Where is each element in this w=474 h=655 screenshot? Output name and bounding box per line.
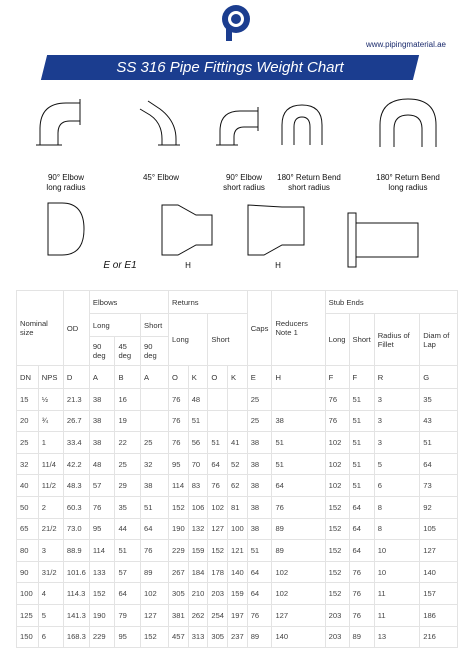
header-code: H [272,366,325,389]
table-row [17,410,458,432]
table-cell: 83 [188,475,208,497]
table-cell: 38 [247,475,272,497]
table-cell: 25 [17,432,39,454]
table-cell: 52 [228,453,248,475]
table-cell: 216 [420,626,458,648]
table-row [17,540,458,562]
header-codes-row [17,366,458,389]
table-cell: 178 [208,561,228,583]
table-row [17,432,458,454]
table-cell: 203 [208,583,228,605]
table-cell: 64 [420,453,458,475]
table-cell: 102 [325,453,349,475]
table-cell: 88.9 [63,540,89,562]
table-cell: 114.3 [63,583,89,605]
table-cell: 102 [208,496,228,518]
table-cell: 51 [272,453,325,475]
table-cell: 51 [247,540,272,562]
table-cell [208,389,228,411]
table-cell: 56 [188,432,208,454]
header-stub-ends: Stub Ends [325,291,457,314]
table-cell: 38 [247,496,272,518]
table-cell: 101.6 [63,561,89,583]
caption-180-return-short: 180° Return Bend short radius [277,173,341,192]
header-code: E [247,366,272,389]
table-cell [141,389,169,411]
table-cell: 114 [169,475,189,497]
header-code: A [141,366,169,389]
table-row [17,389,458,411]
table-cell: 89 [349,626,374,648]
table-cell: 203 [325,604,349,626]
table-cell: 76 [247,604,272,626]
table-cell: 125 [17,604,39,626]
table-cell: 89 [141,561,169,583]
table-cell: 29 [115,475,141,497]
table-cell: 102 [272,583,325,605]
table-cell: 51 [349,475,374,497]
header-elbow-long: Long [89,314,140,337]
table-cell: 48 [188,389,208,411]
table-cell: 73.0 [63,518,89,540]
table-cell: 19 [115,410,141,432]
table-row [17,626,458,648]
table-cell: ½ [38,389,63,411]
table-cell: 89 [272,540,325,562]
table-row [17,604,458,626]
header-code: B [115,366,141,389]
table-cell: 76 [208,475,228,497]
table-cell: 132 [188,518,208,540]
table-cell: 57 [89,475,115,497]
header-return-long: Long [169,314,208,366]
table-cell: 76 [169,410,189,432]
table-cell: 11/4 [38,453,63,475]
table-cell: 229 [89,626,115,648]
table-cell: 106 [188,496,208,518]
table-cell: 50 [17,496,39,518]
table-cell: 10 [374,540,420,562]
table-cell: 80 [17,540,39,562]
table-cell: 229 [169,540,189,562]
table-cell: 51 [115,540,141,562]
table-cell: 51 [420,432,458,454]
fittings-diagrams [18,85,458,285]
header-diam-lap: Diam of Lap [420,314,458,366]
table-cell: 38 [89,410,115,432]
header-stub-long: Long [325,314,349,366]
header-code: NPS [38,366,63,389]
table-cell: 140 [420,561,458,583]
table-cell [228,410,248,432]
table-cell: 76 [141,540,169,562]
table-cell: 140 [228,561,248,583]
table-cell: 64 [247,583,272,605]
table-cell: 95 [115,626,141,648]
header-elbow-short: Short [141,314,169,337]
table-cell: 152 [325,561,349,583]
table-cell: 35 [115,496,141,518]
table-cell: 3 [374,410,420,432]
table-cell: 41 [228,432,248,454]
header-code: F [349,366,374,389]
header-code: K [188,366,208,389]
header-short-90deg: 90 deg [141,337,169,366]
table-cell: 102 [325,432,349,454]
table-cell: 152 [325,518,349,540]
table-row [17,453,458,475]
table-cell: 4 [38,583,63,605]
table-cell: 16 [115,389,141,411]
header-90deg: 90 deg [89,337,115,366]
header-code: O [208,366,228,389]
table-cell: 5 [38,604,63,626]
table-cell: 140 [272,626,325,648]
table-cell: 305 [208,626,228,648]
table-cell: 13 [374,626,420,648]
header-code: R [374,366,420,389]
table-cell: 38 [247,453,272,475]
table-cell: 1 [38,432,63,454]
table-cell: 100 [17,583,39,605]
header-elbows: Elbows [89,291,168,314]
table-cell: 95 [89,518,115,540]
table-cell: 127 [208,518,228,540]
table-cell: 5 [374,453,420,475]
table-cell: 65 [17,518,39,540]
header-radius-fillet: Radius of Fillet [374,314,420,366]
table-cell: 114 [89,540,115,562]
table-cell: 70 [188,453,208,475]
table-cell: 64 [272,475,325,497]
caption-90-elbow-long: 90° Elbow long radius [46,173,86,192]
table-cell: 32 [141,453,169,475]
table-cell: 190 [169,518,189,540]
table-cell: 25 [247,389,272,411]
table-cell: 152 [325,496,349,518]
table-cell: 64 [349,518,374,540]
table-cell: 64 [349,540,374,562]
table-cell: 25 [247,410,272,432]
table-cell: 21/2 [38,518,63,540]
table-cell: 11 [374,604,420,626]
table-cell: 51 [349,453,374,475]
table-cell: 64 [247,561,272,583]
caption-45-elbow: 45° Elbow [142,173,180,182]
table-cell: 152 [325,540,349,562]
table-cell [272,389,325,411]
table-cell: 76 [325,410,349,432]
table-cell: 64 [349,496,374,518]
table-cell: 127 [141,604,169,626]
table-cell: 150 [17,626,39,648]
table-cell: 60.3 [63,496,89,518]
table-cell: 21.3 [63,389,89,411]
table-cell: 102 [272,561,325,583]
table-cell: 51 [349,410,374,432]
table-cell: 76 [325,389,349,411]
table-cell: 159 [228,583,248,605]
table-cell: 184 [188,561,208,583]
header-reducers: Reducers Note 1 [272,291,325,366]
page-title: SS 316 Pipe Fittings Weight Chart [116,59,344,76]
table-row [17,496,458,518]
table-cell: 51 [349,389,374,411]
table-cell: 38 [89,432,115,454]
table-cell: 152 [89,583,115,605]
table-cell: 313 [188,626,208,648]
table-cell: 51 [272,432,325,454]
table-cell: 26.7 [63,410,89,432]
table-cell: 38 [272,410,325,432]
table-cell: 105 [420,518,458,540]
caption-90-elbow-short: 90° Elbow short radius [223,173,265,192]
table-cell: 22 [115,432,141,454]
table-cell: 6 [38,626,63,648]
table-cell: 64 [115,583,141,605]
table-cell: 51 [188,410,208,432]
header-45deg: 45 deg [115,337,141,366]
label-h-2: H [275,261,281,270]
table-cell: 25 [141,432,169,454]
table-cell: 190 [89,604,115,626]
table-cell: 42.2 [63,453,89,475]
table-cell: 254 [208,604,228,626]
table-cell: 95 [169,453,189,475]
table-cell: 168.3 [63,626,89,648]
table-cell: 73 [420,475,458,497]
header-code: D [63,366,89,389]
table-cell: 62 [228,475,248,497]
table-cell: 48 [89,453,115,475]
table-cell: 76 [349,583,374,605]
table-cell: 210 [188,583,208,605]
table-cell: 127 [420,540,458,562]
header-caps: Caps [247,291,272,366]
table-cell: 152 [325,583,349,605]
table-cell: 267 [169,561,189,583]
table-cell: 159 [188,540,208,562]
table-cell: 186 [420,604,458,626]
table-cell: 38 [247,518,272,540]
table-cell: 44 [115,518,141,540]
header-code: G [420,366,458,389]
table-cell: 157 [420,583,458,605]
table-cell: 133 [89,561,115,583]
table-cell: 6 [374,475,420,497]
table-cell: 152 [208,540,228,562]
table-cell: 38 [247,432,272,454]
table-cell: 237 [228,626,248,648]
table-cell: 203 [325,626,349,648]
table-body [17,389,458,648]
table-cell: 457 [169,626,189,648]
table-cell: 76 [349,561,374,583]
table-cell: 57 [115,561,141,583]
table-cell: 8 [374,496,420,518]
header-code: K [228,366,248,389]
table-cell [228,389,248,411]
table-cell: 25 [115,453,141,475]
table-cell: ¾ [38,410,63,432]
table-cell: 2 [38,496,63,518]
weight-chart-table [16,290,458,648]
table-cell: 33.4 [63,432,89,454]
table-cell: 3 [38,540,63,562]
table-row [17,561,458,583]
table-cell: 32 [17,453,39,475]
table-cell: 76 [89,496,115,518]
table-cell: 197 [228,604,248,626]
table-cell: 51 [141,496,169,518]
label-e-or-e1: E or E1 [103,260,137,271]
table-cell: 76 [169,432,189,454]
table-cell: 141.3 [63,604,89,626]
table-cell: 10 [374,561,420,583]
table-cell: 121 [228,540,248,562]
table-cell [208,410,228,432]
header-code: A [89,366,115,389]
header-code: O [169,366,189,389]
header-returns: Returns [169,291,248,314]
table-cell: 102 [325,475,349,497]
pipingmaterial-logo [218,2,254,42]
caption-180-return-long: 180° Return Bend long radius [376,173,440,192]
table-cell: 90 [17,561,39,583]
table-cell: 15 [17,389,39,411]
table-cell: 3 [374,389,420,411]
table-cell: 51 [208,432,228,454]
table-cell: 31/2 [38,561,63,583]
table-cell: 43 [420,410,458,432]
table-row [17,583,458,605]
header-stub-short: Short [349,314,374,366]
table-cell: 102 [141,583,169,605]
table-cell: 40 [17,475,39,497]
label-h-1: H [185,261,191,270]
table-cell: 20 [17,410,39,432]
site-url: www.pipingmaterial.ae [365,40,446,49]
table-cell: 38 [141,475,169,497]
table-row [17,518,458,540]
table-cell: 76 [169,389,189,411]
header-return-short: Short [208,314,247,366]
table-cell: 3 [374,432,420,454]
table-cell: 100 [228,518,248,540]
header-nominal-size: Nominal size [17,291,64,366]
table-cell: 64 [141,518,169,540]
table-cell: 152 [169,496,189,518]
table-cell: 381 [169,604,189,626]
table-cell: 64 [208,453,228,475]
table-cell: 89 [272,518,325,540]
table-cell: 81 [228,496,248,518]
table-cell: 48.3 [63,475,89,497]
table-cell: 305 [169,583,189,605]
table-cell: 127 [272,604,325,626]
table-row [17,475,458,497]
table-cell: 79 [115,604,141,626]
table-cell: 35 [420,389,458,411]
table-cell: 152 [141,626,169,648]
header-code: F [325,366,349,389]
table-cell: 262 [188,604,208,626]
table-cell: 76 [272,496,325,518]
table-cell: 38 [89,389,115,411]
table-cell: 76 [349,604,374,626]
table-cell [141,410,169,432]
table-cell: 92 [420,496,458,518]
table-cell: 11 [374,583,420,605]
table-cell: 51 [349,432,374,454]
table-cell: 8 [374,518,420,540]
table-cell: 11/2 [38,475,63,497]
header-code: DN [17,366,39,389]
header-od: OD [63,291,89,366]
table-cell: 89 [247,626,272,648]
